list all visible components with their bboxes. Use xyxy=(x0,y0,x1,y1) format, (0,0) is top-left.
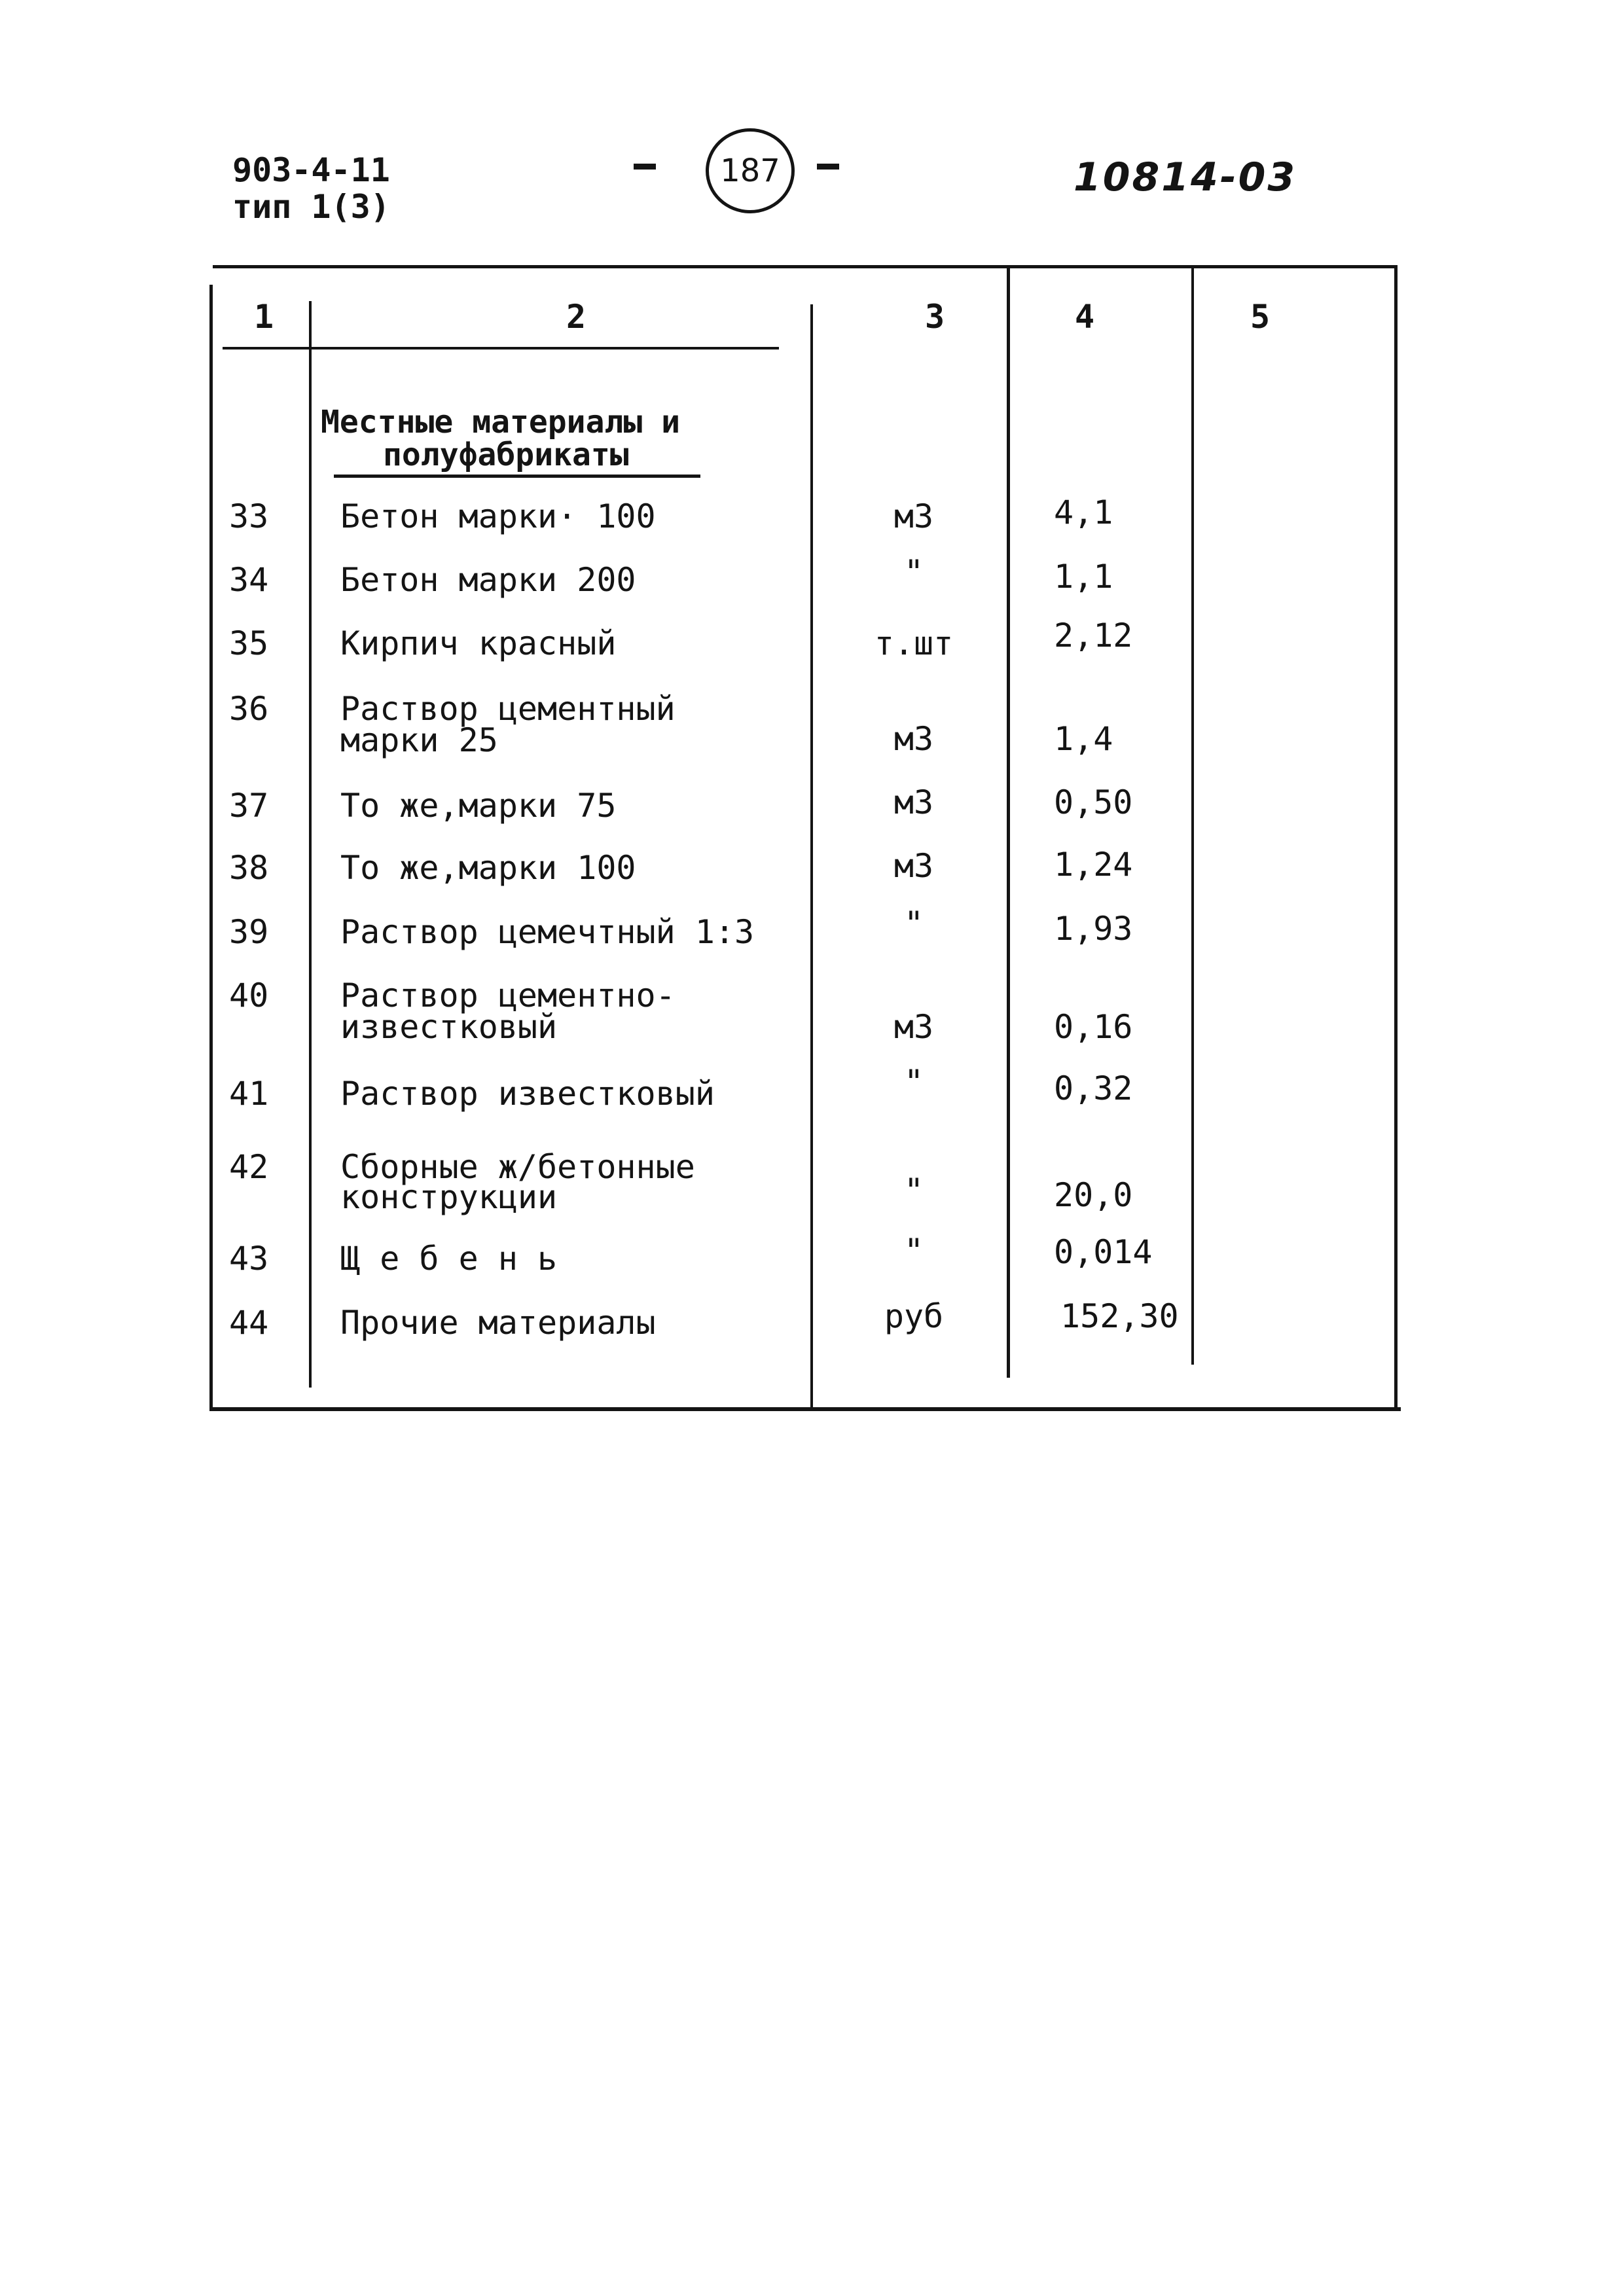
row-number: 40 xyxy=(229,977,269,1014)
dash-right xyxy=(817,164,839,170)
doc-code-line2: тип 1(3) xyxy=(232,188,390,226)
page-number xyxy=(706,128,795,213)
row-name: То же,марки 100 xyxy=(340,849,636,887)
row-unit: т.шт xyxy=(874,624,954,662)
row-number: 33 xyxy=(229,497,269,535)
table-top-border xyxy=(213,265,1398,268)
table-left-border xyxy=(209,285,213,1410)
archive-number: 10814-03 xyxy=(1074,154,1297,200)
row-number: 35 xyxy=(229,624,269,662)
row-value: 152,30 xyxy=(1060,1297,1179,1335)
row-name-continued: конструкции xyxy=(340,1178,558,1216)
row-number: 44 xyxy=(229,1304,269,1342)
header-underline xyxy=(223,347,779,350)
column-header-4: 4 xyxy=(1075,298,1095,336)
row-value: 2,12 xyxy=(1054,617,1133,655)
row-name: Раствор известковый xyxy=(340,1075,715,1113)
column-header-5: 5 xyxy=(1250,298,1271,336)
row-number: 43 xyxy=(229,1240,269,1278)
page-number-text: 187 xyxy=(720,152,780,189)
column-divider-3 xyxy=(1007,265,1010,1378)
row-number: 38 xyxy=(229,849,269,887)
dash-left xyxy=(634,164,656,170)
row-name: Кирпич красный xyxy=(340,624,617,662)
row-unit: " xyxy=(903,1172,924,1210)
row-unit: м3 xyxy=(893,783,934,821)
section-title-line2: полуфабрикаты xyxy=(383,437,629,473)
row-unit: м3 xyxy=(893,847,934,885)
row-name: Раствор цементно- xyxy=(340,977,676,1014)
table-right-border xyxy=(1394,265,1398,1410)
row-number: 39 xyxy=(229,913,269,951)
row-value: 0,32 xyxy=(1054,1069,1133,1107)
row-unit: м3 xyxy=(893,720,934,758)
table-bottom-border xyxy=(209,1407,1401,1411)
row-name: Прочие материалы xyxy=(340,1304,656,1342)
column-header-3: 3 xyxy=(925,298,945,336)
row-value: 1,93 xyxy=(1054,910,1133,948)
column-divider-2 xyxy=(810,304,813,1410)
column-divider-1 xyxy=(309,301,312,1388)
section-title-underline xyxy=(334,475,700,478)
row-number: 41 xyxy=(229,1075,269,1113)
row-value: 1,4 xyxy=(1054,720,1113,758)
document-code xyxy=(232,152,390,225)
row-unit: руб xyxy=(884,1297,944,1335)
row-name-continued: марки 25 xyxy=(340,721,498,759)
row-unit: м3 xyxy=(893,1008,934,1046)
row-unit: " xyxy=(903,1063,924,1101)
row-value: 0,16 xyxy=(1054,1008,1133,1046)
row-unit: " xyxy=(903,905,924,942)
row-name: Щ е б е н ь xyxy=(340,1240,558,1278)
column-header-2: 2 xyxy=(566,298,586,336)
row-unit: м3 xyxy=(893,497,934,535)
row-number: 34 xyxy=(229,561,269,599)
column-header-1: 1 xyxy=(254,298,274,336)
section-title-line1: Местные материалы и xyxy=(321,404,681,440)
row-unit: " xyxy=(903,1232,924,1270)
row-value: 1,1 xyxy=(1054,558,1113,596)
row-name: Раствор цемечтный 1:3 xyxy=(340,913,755,951)
row-number: 37 xyxy=(229,787,269,825)
doc-code-line1: 903-4-11 xyxy=(232,151,390,189)
section-title xyxy=(321,406,680,471)
materials-table xyxy=(209,265,1401,1417)
row-value: 20,0 xyxy=(1054,1176,1133,1214)
row-name: Сборные ж/бетонные xyxy=(340,1148,695,1186)
row-value: 0,014 xyxy=(1054,1233,1153,1271)
row-name: Раствор цементный xyxy=(340,690,676,728)
row-value: 4,1 xyxy=(1054,493,1113,531)
row-number: 42 xyxy=(229,1148,269,1186)
row-name: Бетон марки 200 xyxy=(340,561,636,599)
row-number: 36 xyxy=(229,690,269,728)
row-value: 1,24 xyxy=(1054,846,1133,884)
row-name-continued: известковый xyxy=(340,1008,558,1046)
row-value: 0,50 xyxy=(1054,783,1133,821)
row-name: То же,марки 75 xyxy=(340,787,617,825)
row-name: Бетон марки· 100 xyxy=(340,497,656,535)
row-unit: " xyxy=(903,553,924,591)
column-divider-4 xyxy=(1191,265,1194,1365)
